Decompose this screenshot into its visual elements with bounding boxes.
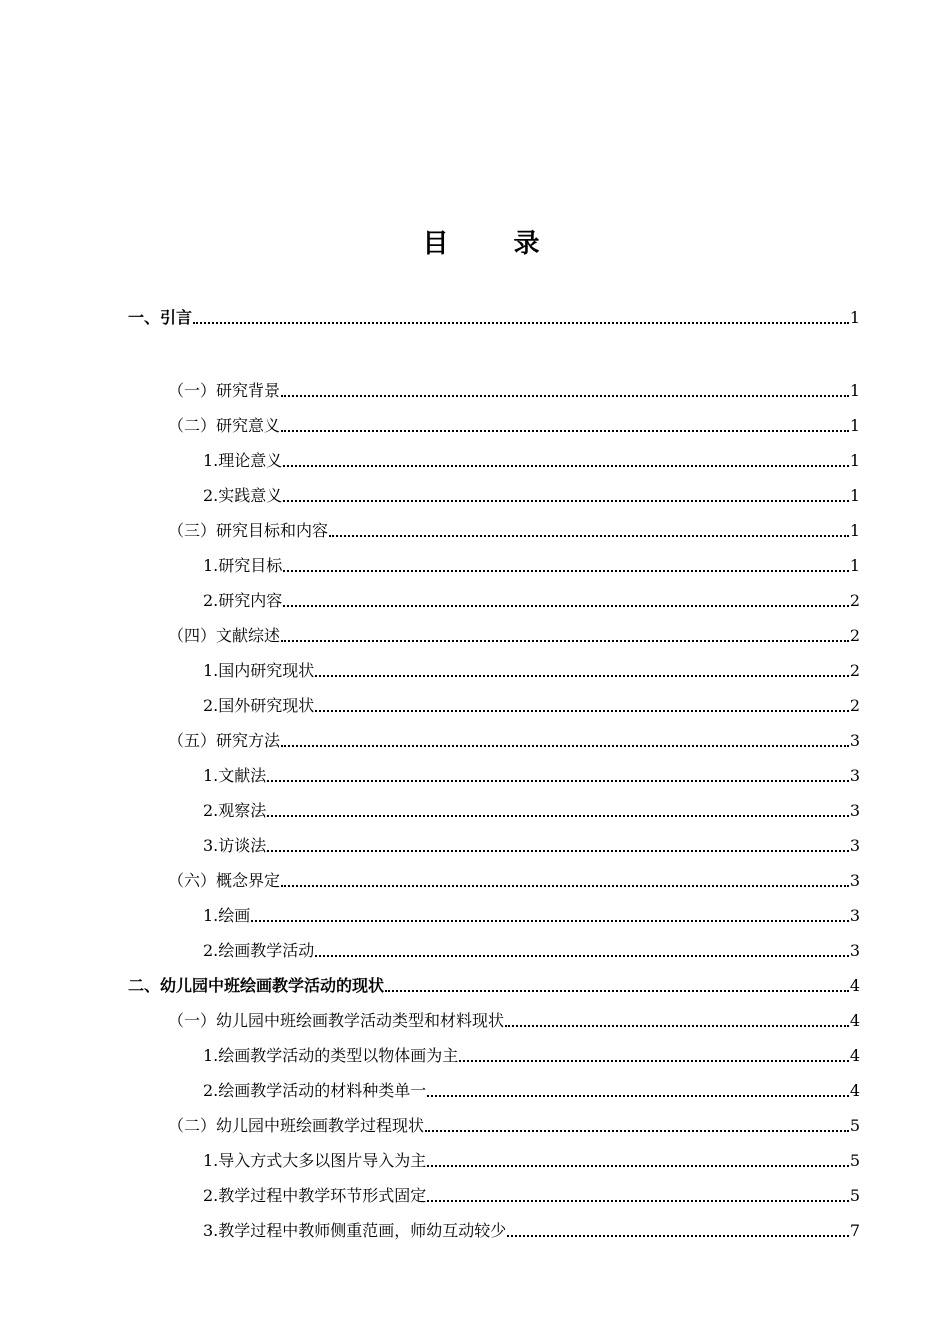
toc-entry-page-number: 3 xyxy=(849,766,860,785)
toc-entry[interactable] xyxy=(203,1077,860,1101)
toc-entry-page-number: 1 xyxy=(849,486,860,505)
toc-entry[interactable] xyxy=(203,552,860,576)
toc-entry[interactable] xyxy=(203,902,860,926)
toc-entry[interactable] xyxy=(203,1147,860,1171)
toc-entry-label: 1.国内研究现状 xyxy=(203,661,315,680)
toc-title: 目 录 xyxy=(422,229,568,259)
toc-entry[interactable] xyxy=(203,1042,860,1066)
dot-leader xyxy=(283,465,849,467)
toc-entry-page-number: 3 xyxy=(849,906,860,925)
toc-entry-label: 1.理论意义 xyxy=(203,451,283,470)
toc-entry-label: （二）研究意义 xyxy=(168,416,281,435)
toc-entry-page-number: 3 xyxy=(849,731,860,750)
toc-entry[interactable] xyxy=(203,1217,860,1241)
toc-entry-page-number: 3 xyxy=(849,801,860,820)
toc-entry-label: 二、幼儿园中班绘画教学活动的现状 xyxy=(128,976,385,995)
toc-entry-label: 3.访谈法 xyxy=(203,836,267,855)
dot-leader xyxy=(267,850,849,852)
toc-entry[interactable] xyxy=(168,377,860,401)
dot-leader xyxy=(425,1130,849,1132)
toc-entry-page-number: 1 xyxy=(849,556,860,575)
toc-entry-page-number: 4 xyxy=(849,976,860,995)
dot-leader xyxy=(505,1025,849,1027)
toc-entry-label: （三）研究目标和内容 xyxy=(168,521,329,540)
toc-entry[interactable] xyxy=(128,304,860,328)
toc-entry[interactable] xyxy=(168,727,860,751)
toc-entry-page-number: 2 xyxy=(849,661,860,680)
toc-entry-label: 1.绘画 xyxy=(203,906,251,925)
dot-leader xyxy=(385,990,849,992)
toc-entry-label: 2.教学过程中教学环节形式固定 xyxy=(203,1186,427,1205)
dot-leader xyxy=(281,640,849,642)
dot-leader xyxy=(315,710,849,712)
toc-entry[interactable] xyxy=(203,657,860,681)
dot-leader xyxy=(267,815,849,817)
toc-entry-page-number: 1 xyxy=(849,451,860,470)
toc-entry-label: （五）研究方法 xyxy=(168,731,281,750)
dot-leader xyxy=(315,955,849,957)
toc-entry[interactable] xyxy=(168,412,860,436)
toc-entry-label: 1.绘画教学活动的类型以物体画为主 xyxy=(203,1046,459,1065)
toc-entry-page-number: 3 xyxy=(849,941,860,960)
toc-entry-label: 2.国外研究现状 xyxy=(203,696,315,715)
toc-entry-label: （四）文献综述 xyxy=(168,626,281,645)
toc-entry[interactable] xyxy=(168,1007,860,1031)
toc-entry[interactable] xyxy=(203,832,860,856)
toc-entry-label: 2.绘画教学活动的材料种类单一 xyxy=(203,1081,427,1100)
dot-leader xyxy=(427,1165,849,1167)
toc-entry-page-number: 1 xyxy=(849,521,860,540)
toc-entry-label: （六）概念界定 xyxy=(168,871,281,890)
toc-entry-page-number: 2 xyxy=(849,591,860,610)
toc-entry-page-number: 4 xyxy=(849,1081,860,1100)
dot-leader xyxy=(315,675,849,677)
toc-entry-page-number: 2 xyxy=(849,626,860,645)
toc-entry-page-number: 1 xyxy=(849,416,860,435)
toc-entry-page-number: 5 xyxy=(849,1186,860,1205)
toc-entry-label: 一、引言 xyxy=(128,308,193,327)
toc-entry-label: （一）幼儿园中班绘画教学活动类型和材料现状 xyxy=(168,1011,505,1030)
dot-leader xyxy=(283,605,849,607)
toc-entry[interactable] xyxy=(203,762,860,786)
dot-leader xyxy=(193,322,849,324)
toc-entry-label: 1.文献法 xyxy=(203,766,267,785)
toc-entry-page-number: 3 xyxy=(849,836,860,855)
toc-entry[interactable] xyxy=(203,797,860,821)
toc-entry[interactable] xyxy=(168,517,860,541)
toc-entry[interactable] xyxy=(168,622,860,646)
dot-leader xyxy=(281,430,849,432)
toc-entry[interactable] xyxy=(128,972,860,996)
dot-leader xyxy=(329,535,849,537)
toc-entry-label: （二）幼儿园中班绘画教学过程现状 xyxy=(168,1116,425,1135)
toc-entry-page-number: 3 xyxy=(849,871,860,890)
dot-leader xyxy=(283,500,849,502)
toc-entry[interactable] xyxy=(203,937,860,961)
toc-entry-label: 1.研究目标 xyxy=(203,556,283,575)
dot-leader xyxy=(283,570,849,572)
toc-entry-page-number: 1 xyxy=(849,308,860,327)
toc-entry-page-number: 4 xyxy=(849,1011,860,1030)
dot-leader xyxy=(281,745,849,747)
dot-leader xyxy=(459,1060,849,1062)
toc-entry-page-number: 5 xyxy=(849,1151,860,1170)
toc-entry-label: 2.实践意义 xyxy=(203,486,283,505)
toc-entry-label: 2.研究内容 xyxy=(203,591,283,610)
dot-leader xyxy=(427,1095,849,1097)
toc-entry-label: 3.教学过程中教师侧重范画，师幼互动较少 xyxy=(203,1221,507,1240)
dot-leader xyxy=(267,780,849,782)
dot-leader xyxy=(281,885,849,887)
dot-leader xyxy=(281,395,849,397)
dot-leader xyxy=(507,1235,849,1237)
toc-entry-page-number: 7 xyxy=(849,1221,860,1240)
toc-entry-page-number: 2 xyxy=(849,696,860,715)
toc-entry[interactable] xyxy=(203,587,860,611)
toc-entry-page-number: 5 xyxy=(849,1116,860,1135)
toc-entry[interactable] xyxy=(168,1112,860,1136)
toc-entry-label: （一）研究背景 xyxy=(168,381,281,400)
dot-leader xyxy=(251,920,849,922)
toc-entry-label: 2.绘画教学活动 xyxy=(203,941,315,960)
toc-entry[interactable] xyxy=(203,1182,860,1206)
toc-entry-page-number: 1 xyxy=(849,381,860,400)
toc-entry-page-number: 4 xyxy=(849,1046,860,1065)
dot-leader xyxy=(427,1200,849,1202)
toc-entry-label: 1.导入方式大多以图片导入为主 xyxy=(203,1151,427,1170)
toc-entry[interactable] xyxy=(203,482,860,506)
toc-entry[interactable] xyxy=(203,447,860,471)
toc-entry[interactable] xyxy=(168,867,860,891)
toc-entry[interactable] xyxy=(203,692,860,716)
toc-entry-label: 2.观察法 xyxy=(203,801,267,820)
